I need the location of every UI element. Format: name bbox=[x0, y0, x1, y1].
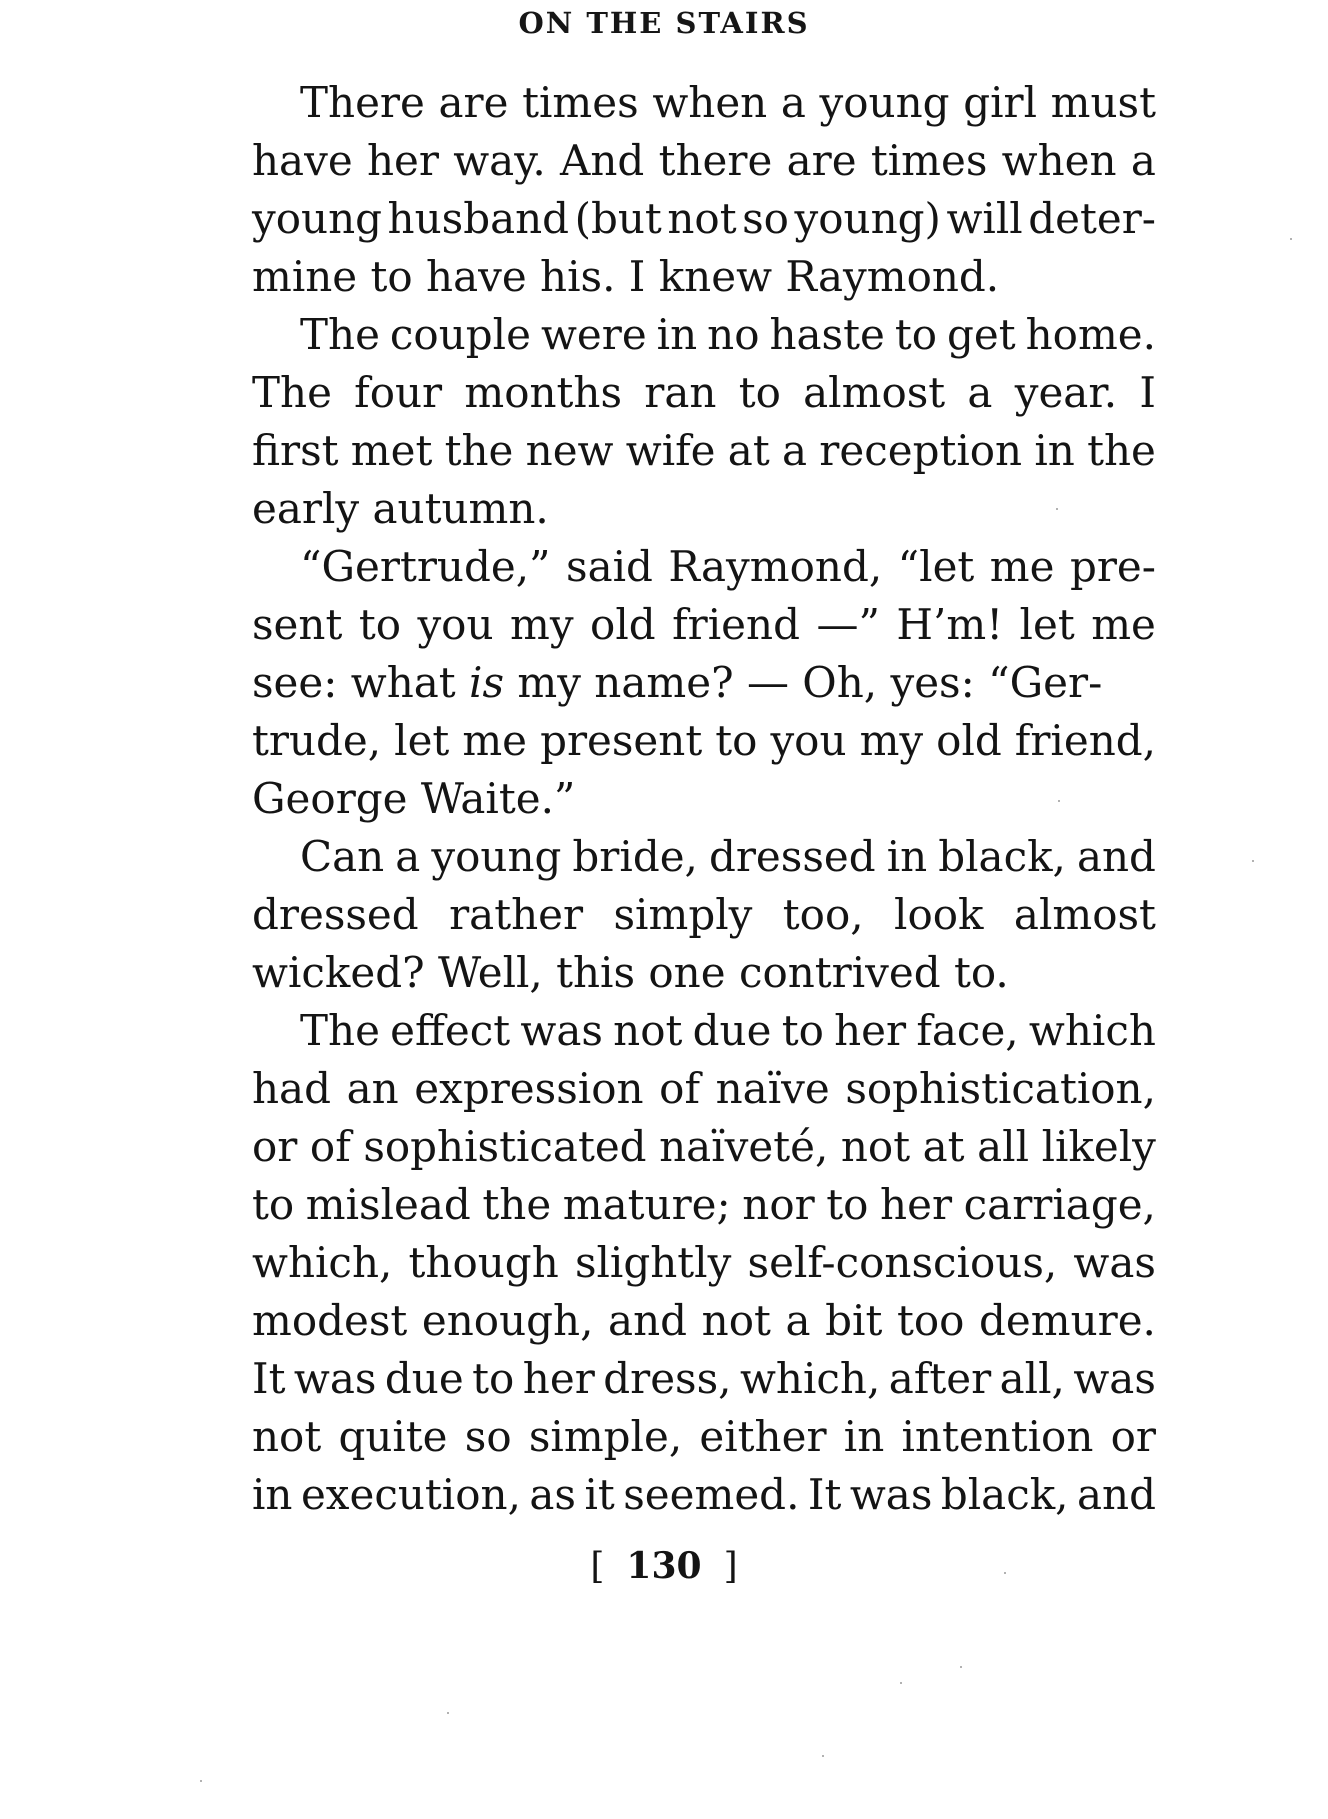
word: due bbox=[692, 1006, 772, 1055]
word: Raymond, bbox=[668, 542, 883, 591]
bracket-open: [ bbox=[590, 1546, 605, 1587]
word: which bbox=[1028, 1006, 1156, 1055]
word: was bbox=[520, 1006, 603, 1055]
word: was bbox=[849, 1470, 933, 1519]
word: young) bbox=[794, 194, 941, 243]
word: not bbox=[667, 194, 737, 243]
scan-speck bbox=[1058, 800, 1060, 802]
word: me bbox=[989, 542, 1055, 591]
word: young bbox=[819, 78, 950, 127]
word: a bbox=[1130, 136, 1156, 185]
word: were bbox=[540, 310, 647, 359]
word: the bbox=[1087, 426, 1156, 475]
word: effect bbox=[390, 1006, 511, 1055]
text-line bbox=[252, 1292, 1156, 1350]
word: not bbox=[840, 1122, 911, 1171]
word: young bbox=[431, 832, 562, 881]
word: rather bbox=[449, 890, 584, 939]
word: either bbox=[699, 1412, 827, 1461]
text-line bbox=[252, 1234, 1156, 1292]
word: though bbox=[408, 1238, 559, 1287]
text-line: George Waite.” bbox=[252, 774, 576, 823]
word: and bbox=[1077, 1470, 1156, 1519]
word: which, bbox=[739, 1354, 881, 1403]
word: in bbox=[843, 1412, 885, 1461]
word: all, bbox=[999, 1354, 1065, 1403]
word: almost bbox=[803, 368, 946, 417]
word: year. bbox=[1014, 368, 1118, 417]
word: and bbox=[1076, 832, 1156, 881]
page-number bbox=[0, 1541, 1328, 1592]
word: old bbox=[936, 716, 1002, 765]
word: old bbox=[590, 600, 656, 649]
word: get bbox=[947, 310, 1016, 359]
bracket-close: ] bbox=[723, 1546, 738, 1587]
text-line bbox=[252, 596, 1156, 654]
word: nor bbox=[742, 1180, 815, 1229]
word: in bbox=[886, 832, 928, 881]
word: or bbox=[252, 1122, 298, 1171]
word: me bbox=[462, 716, 528, 765]
word: was bbox=[1073, 1354, 1156, 1403]
word: in bbox=[1034, 426, 1075, 475]
text-line bbox=[252, 828, 1156, 886]
word: sophisticated bbox=[363, 1122, 647, 1171]
word: simple, bbox=[528, 1412, 683, 1461]
text-line bbox=[252, 1408, 1156, 1466]
word: home. bbox=[1025, 310, 1156, 359]
word: which, bbox=[252, 1238, 393, 1287]
word: the bbox=[444, 426, 514, 475]
word: will bbox=[946, 194, 1023, 243]
text-line bbox=[252, 1466, 1156, 1524]
word: mature; bbox=[562, 1180, 731, 1229]
scan-speck bbox=[447, 1712, 449, 1714]
text-line bbox=[252, 74, 1156, 132]
word: ran bbox=[644, 368, 717, 417]
word: at bbox=[727, 426, 770, 475]
word: of bbox=[309, 1122, 351, 1171]
word: or bbox=[1110, 1412, 1156, 1461]
word: quite bbox=[338, 1412, 448, 1461]
word: a bbox=[780, 78, 806, 127]
text-line bbox=[252, 132, 1156, 190]
word: reception bbox=[819, 426, 1023, 475]
word: are bbox=[786, 136, 857, 185]
word: face, bbox=[916, 1006, 1019, 1055]
scan-speck bbox=[1004, 1572, 1006, 1574]
word: me bbox=[1091, 600, 1156, 649]
word: first bbox=[252, 426, 339, 475]
word: a bbox=[395, 832, 421, 881]
word: sophistication, bbox=[845, 1064, 1156, 1113]
word: to bbox=[738, 368, 781, 417]
word: met bbox=[350, 426, 433, 475]
text-line bbox=[252, 364, 1156, 422]
word: not bbox=[252, 1412, 322, 1461]
word: —” bbox=[816, 600, 880, 649]
word: present bbox=[540, 716, 703, 765]
word: you bbox=[770, 716, 847, 765]
word: (but bbox=[574, 194, 662, 243]
text-line: wicked? Well, this one contrived to. bbox=[252, 948, 1009, 997]
word: dressed bbox=[252, 890, 419, 939]
word: simply bbox=[613, 890, 753, 939]
text-line bbox=[252, 886, 1156, 944]
word: so bbox=[464, 1412, 512, 1461]
word: her bbox=[366, 136, 439, 185]
text-line: early autumn. bbox=[252, 484, 549, 533]
scan-speck bbox=[200, 1780, 202, 1782]
word: all bbox=[977, 1122, 1030, 1171]
word: to bbox=[252, 1180, 295, 1229]
word: there bbox=[658, 136, 773, 185]
word: pre- bbox=[1069, 542, 1156, 591]
word: new bbox=[525, 426, 614, 475]
word: wife bbox=[625, 426, 716, 475]
scan-speck bbox=[822, 1755, 824, 1757]
word: The bbox=[300, 310, 380, 359]
word: as bbox=[529, 1470, 576, 1519]
word: “let bbox=[897, 542, 975, 591]
word: to bbox=[715, 716, 758, 765]
word: due bbox=[384, 1354, 464, 1403]
word: black, bbox=[940, 1470, 1069, 1519]
word: friend bbox=[672, 600, 800, 649]
page-number-value: 130 bbox=[626, 1545, 702, 1587]
word: It bbox=[252, 1354, 286, 1403]
word: The bbox=[300, 1006, 380, 1055]
word: let bbox=[1019, 600, 1075, 649]
word: was bbox=[1073, 1238, 1156, 1287]
word: The bbox=[252, 368, 332, 417]
word: an bbox=[346, 1064, 399, 1113]
text-line bbox=[252, 190, 1156, 248]
word: not bbox=[701, 1296, 771, 1345]
word: bride, bbox=[572, 832, 698, 881]
word: girl bbox=[963, 78, 1038, 127]
word: black, bbox=[938, 832, 1066, 881]
word: are bbox=[438, 78, 509, 127]
scan-speck bbox=[1290, 238, 1292, 240]
word: months bbox=[464, 368, 623, 417]
word: a bbox=[781, 426, 808, 475]
word: times bbox=[870, 136, 988, 185]
scan-speck bbox=[900, 1682, 902, 1684]
word: and bbox=[608, 1296, 688, 1345]
word: not bbox=[613, 1006, 683, 1055]
word: young bbox=[252, 194, 382, 243]
word: was bbox=[293, 1354, 377, 1403]
word: a bbox=[785, 1296, 811, 1345]
word: to bbox=[781, 1006, 824, 1055]
word: almost bbox=[1013, 890, 1156, 939]
word: at bbox=[922, 1122, 965, 1171]
text-line bbox=[252, 712, 1156, 770]
word: demure. bbox=[979, 1296, 1156, 1345]
scan-speck bbox=[960, 1666, 962, 1668]
word: enough, bbox=[421, 1296, 594, 1345]
word: no bbox=[707, 310, 760, 359]
text-line bbox=[252, 1060, 1156, 1118]
text-line bbox=[252, 1002, 1156, 1060]
word: sent bbox=[252, 600, 343, 649]
word: in bbox=[656, 310, 698, 359]
word: her bbox=[522, 1354, 595, 1403]
word: times bbox=[522, 78, 639, 127]
word: have bbox=[252, 136, 353, 185]
word: when bbox=[1001, 136, 1117, 185]
body-text bbox=[252, 74, 1156, 1524]
word: of bbox=[659, 1064, 700, 1113]
word: when bbox=[652, 78, 768, 127]
text-line bbox=[252, 1176, 1156, 1234]
word: too bbox=[896, 1296, 965, 1345]
word: I bbox=[1139, 368, 1156, 417]
word: expression bbox=[414, 1064, 644, 1113]
word: let bbox=[394, 716, 450, 765]
word: couple bbox=[389, 310, 531, 359]
running-head: ON THE STAIRS bbox=[518, 6, 810, 40]
word: There bbox=[300, 78, 425, 127]
word: seemed. bbox=[623, 1470, 800, 1519]
word: It bbox=[807, 1470, 842, 1519]
word: way. bbox=[453, 136, 546, 185]
word: four bbox=[354, 368, 443, 417]
word: the bbox=[482, 1180, 552, 1229]
word: my bbox=[859, 716, 924, 765]
word: likely bbox=[1041, 1122, 1156, 1171]
text-line bbox=[252, 538, 1156, 596]
text-segment: my name? — Oh, yes: “Ger- bbox=[504, 658, 1103, 707]
word: naïveté, bbox=[659, 1122, 829, 1171]
word: in bbox=[252, 1470, 293, 1519]
word: said bbox=[566, 542, 653, 591]
word: her bbox=[880, 1180, 953, 1229]
text-line bbox=[252, 422, 1156, 480]
word: execution, bbox=[300, 1470, 521, 1519]
word: had bbox=[252, 1064, 331, 1113]
word: Can bbox=[300, 832, 385, 881]
text-line bbox=[252, 306, 1156, 364]
text-line bbox=[252, 1118, 1156, 1176]
word: to bbox=[894, 310, 938, 359]
word: to bbox=[826, 1180, 869, 1229]
word: a bbox=[967, 368, 993, 417]
word: dress, bbox=[603, 1354, 732, 1403]
text-segment: see: what bbox=[252, 658, 470, 707]
word: to bbox=[358, 600, 401, 649]
text-line-mixed bbox=[252, 654, 1156, 712]
word: deter- bbox=[1028, 194, 1156, 243]
word: carriage, bbox=[963, 1180, 1156, 1229]
word: so bbox=[742, 194, 789, 243]
scan-speck bbox=[1252, 860, 1254, 862]
word: it bbox=[584, 1470, 615, 1519]
word: friend, bbox=[1014, 716, 1156, 765]
word: And bbox=[560, 136, 645, 185]
word: trude, bbox=[252, 716, 382, 765]
scan-speck bbox=[1056, 508, 1058, 510]
word: my bbox=[510, 600, 574, 649]
word: haste bbox=[769, 310, 885, 359]
word: naïve bbox=[715, 1064, 830, 1113]
word: you bbox=[417, 600, 494, 649]
italic-emphasis: is bbox=[469, 658, 505, 707]
word: “Gertrude,” bbox=[300, 542, 551, 591]
word: to bbox=[472, 1354, 515, 1403]
word: bit bbox=[825, 1296, 883, 1345]
word: after bbox=[888, 1354, 992, 1403]
word: self-conscious, bbox=[747, 1238, 1058, 1287]
word: mislead bbox=[305, 1180, 471, 1229]
text-line: mine to have his. I knew Raymond. bbox=[252, 252, 1000, 301]
word: H’m! bbox=[896, 600, 1004, 649]
word: husband bbox=[387, 194, 570, 243]
word: modest bbox=[252, 1296, 408, 1345]
word: dressed bbox=[708, 832, 876, 881]
text-line bbox=[252, 1350, 1156, 1408]
word: must bbox=[1050, 78, 1156, 127]
word: her bbox=[834, 1006, 907, 1055]
word: too, bbox=[782, 890, 864, 939]
word: intention bbox=[901, 1412, 1094, 1461]
word: look bbox=[894, 890, 984, 939]
word: slightly bbox=[574, 1238, 732, 1287]
